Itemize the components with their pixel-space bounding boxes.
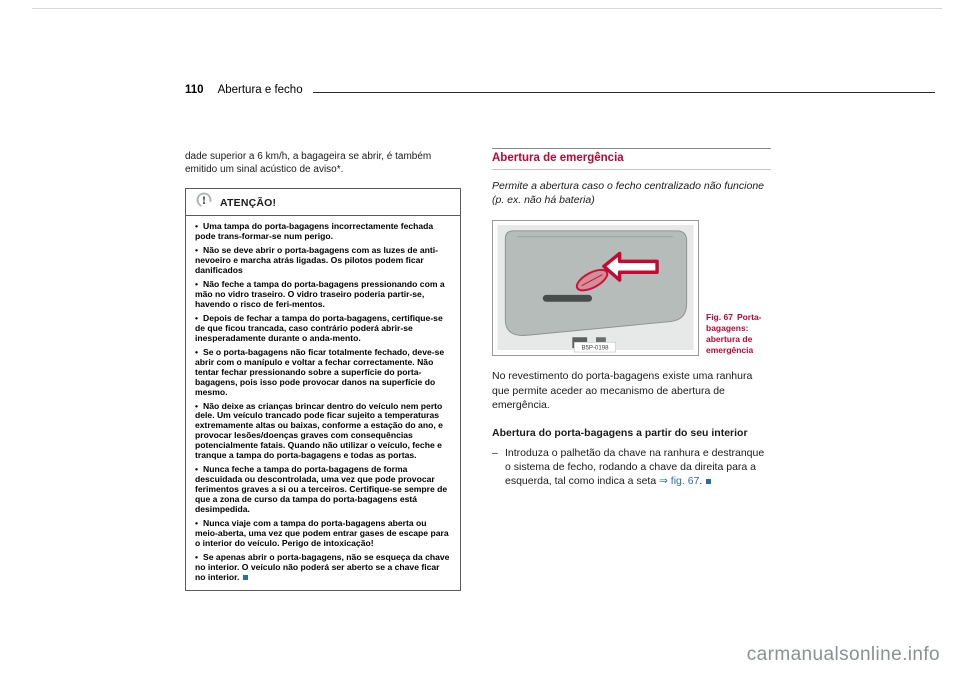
bullet-icon: • — [195, 552, 199, 563]
intro-paragraph: dade superior a 6 km/h, a bagageira se abrir, é também emitido um sinal acústico de aviso*. — [185, 151, 432, 175]
bullet-icon: • — [195, 244, 199, 255]
svg-text:!: ! — [202, 194, 206, 207]
section-end-marker — [243, 575, 248, 580]
step-text: Introduza o palhetão da chave na ranhura e destranque o sistema de fecho, rodando a chave da direita para a esquerda, tal como indica a seta ⇒ fig. 67. — [505, 446, 765, 488]
warning-item: • Não se deve abrir o porta-bagagens com as luzes de anti-nevoeiro e marcha atrás ligadas. Os pilotos podem ficar danificados — [195, 244, 438, 275]
bullet-icon: • — [195, 464, 199, 475]
warning-item: • Não feche a tampa do porta-bagagens pressionando com a mão no vidro traseiro. O vidro traseiro poderia partir-se, havendo o risco de feri-mentos. — [195, 278, 445, 309]
warning-box — [185, 188, 461, 591]
warning-item: • Uma tampa do porta-bagagens incorrectamente fechada pode trans-formar-se num perigo. — [195, 221, 434, 241]
body-paragraph: No revestimento do porta-bagagens existe uma ranhura que permite aceder ao mecanismo de abertura de emergência. — [492, 370, 753, 411]
fig-67-crossref-link[interactable]: ⇒ fig. 67 — [659, 475, 700, 488]
page-header — [185, 84, 935, 96]
warning-item: • Não deixe as crianças brincar dentro do veículo nem perto dele. Um veículo trancado pode ficar sujeito a temperaturas extremamente altas ou baixas, conforme a estação do ano, e provocar lesões/doenças graves com consequências potencialmente fatais. Quando não utilizar o veículo, feche e tranque a tampa do porta-bagagens e todas as portas. — [195, 400, 443, 461]
figure-caption — [706, 312, 770, 356]
left-column — [185, 150, 461, 591]
header-rule — [313, 92, 935, 93]
section-heading: Abertura de emergência — [492, 148, 771, 170]
bullet-icon: • — [195, 221, 199, 231]
section-end-marker — [706, 479, 711, 484]
page-number: 110 — [185, 84, 204, 96]
section-lead: Permite a abertura caso o fecho centralizado não funcione (p. ex. não há bateria) — [492, 180, 765, 207]
warning-header — [186, 189, 460, 216]
figure-67 — [492, 220, 771, 356]
subheading: Abertura do porta-bagagens a partir do seu interior — [492, 426, 748, 439]
bullet-icon: • — [195, 346, 199, 357]
warning-item: • Se o porta-bagagens não ficar totalmente fechado, deve-se abrir com o manípulo e voltar a fechar correctamente. Não tentar fechar pressionando sobre a superfície do porta-bagagens, pois isso pode provocar danos na superfície do mesmo. — [195, 346, 445, 397]
watermark: carmanualsonline.info — [746, 644, 940, 665]
step-dash: – — [492, 446, 498, 459]
figure-illustration — [492, 220, 699, 356]
warning-item: • Nunca feche a tampa do porta-bagagens de forma descuidada ou descontrolada, uma vez que pode provocar ferimentos graves a si ou a terceiros. Certifique-se sempre de que a zona de curso da tampa do porta-bagagens está desimpedida. — [195, 464, 448, 515]
page-section-title: Abertura e fecho — [217, 84, 303, 96]
page-top-rule — [32, 8, 942, 9]
warning-item: • Nunca viaje com a tampa do porta-bagagens aberta ou meio-aberta, uma vez que podem entrar gases de escape para o interior do veículo. Perigo de intoxicação! — [195, 518, 449, 549]
bullet-icon: • — [195, 400, 199, 411]
exclamation-icon — [196, 192, 212, 213]
instruction-step — [492, 446, 771, 489]
warning-list — [186, 216, 460, 590]
warning-item: • Se apenas abrir o porta-bagagens, não se esqueça da chave no interior. O veículo não poderá ser aberto se a chave ficar no interior. — [195, 552, 450, 582]
warning-title: ATENÇÃO! — [220, 196, 277, 209]
right-column — [492, 148, 771, 488]
figure-label: Fig. 67 — [706, 312, 733, 323]
bullet-icon: • — [195, 518, 199, 529]
warning-item: • Depois de fechar a tampa do porta-bagagens, certifique-se de que ficou trancada, caso contrário poderá abrir-se inesperadamente durante o anda-mento. — [195, 312, 443, 343]
figure-caption-text: Porta-bagagens: abertura de emergência — [706, 312, 762, 356]
bullet-icon: • — [195, 312, 199, 323]
bullet-icon: • — [195, 278, 199, 289]
figure-code: B5P-0198 — [581, 344, 609, 352]
trunk-emergency-release-illustration — [493, 221, 698, 355]
